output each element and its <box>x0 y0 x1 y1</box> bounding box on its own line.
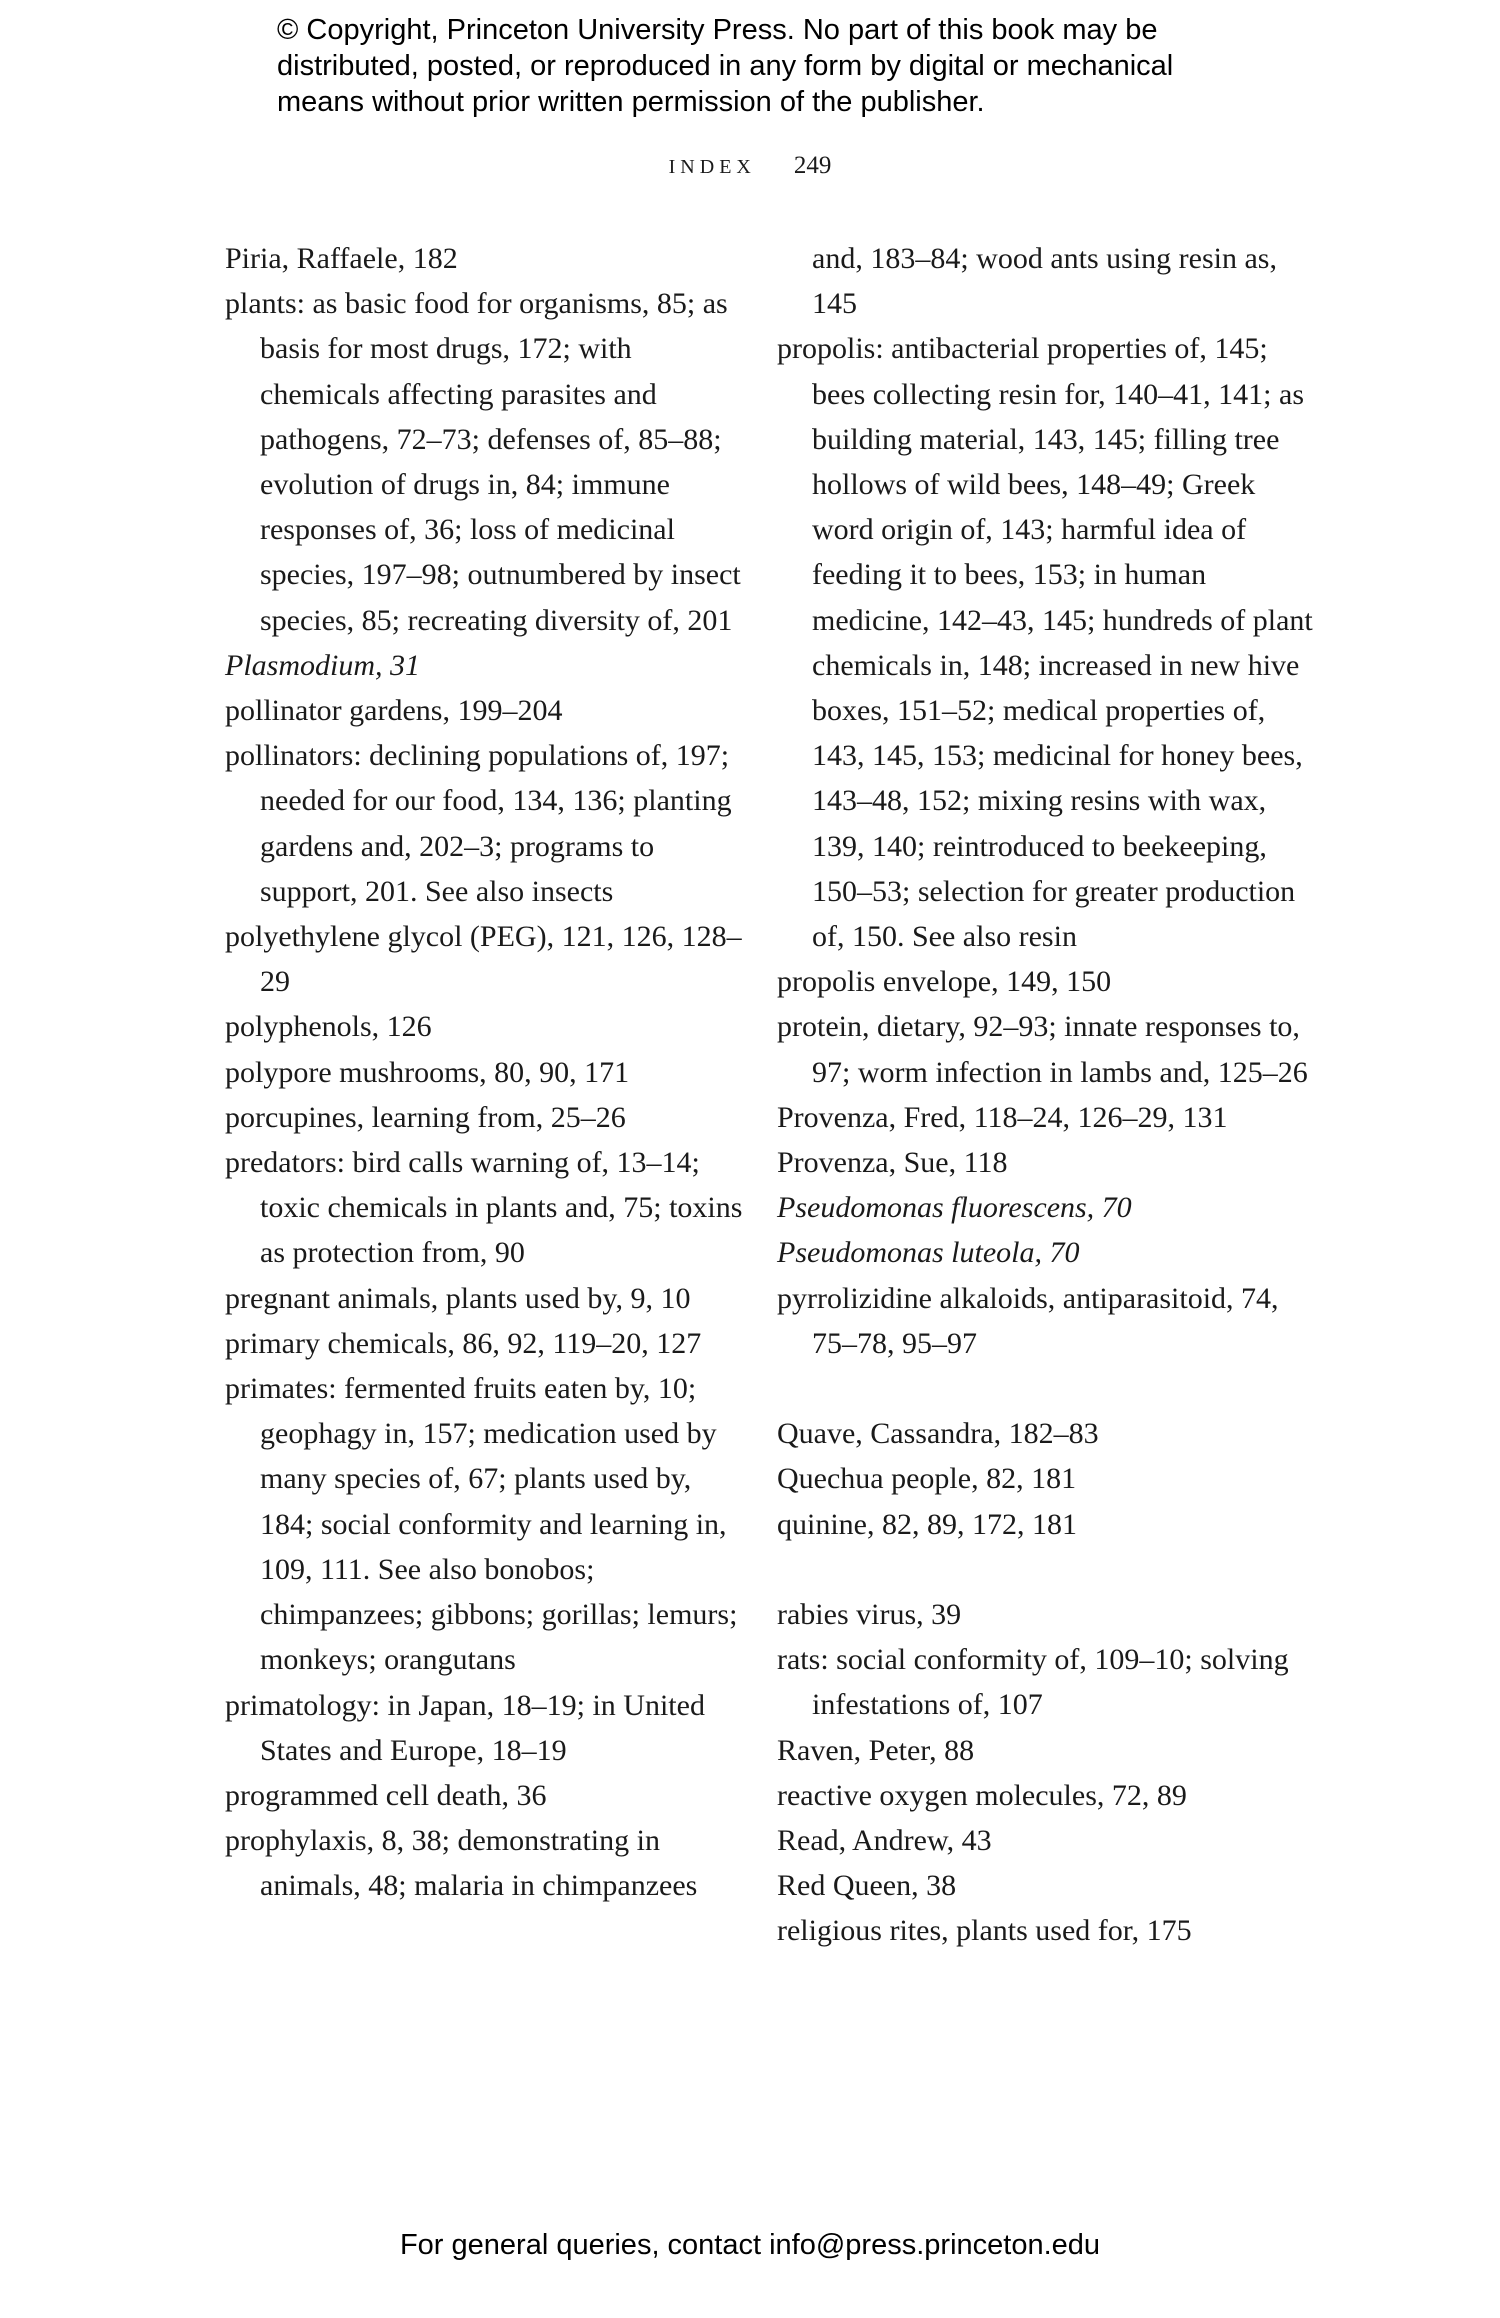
index-entry: protein, dietary, 92–93; innate responses to, 97; worm infection in lambs and, 125–26 <box>777 1010 1308 1089</box>
index-entry: prophylaxis, 8, 38; demonstrating in animals, 48; malaria in chimpanzees <box>225 1824 698 1903</box>
copyright-line: distributed, posted, or reproduced in any form by digital or mechanical <box>277 50 1174 82</box>
index-entry: Provenza, Sue, 118 <box>777 1146 1008 1180</box>
index-entry: rats: social conformity of, 109–10; solving infestations of, 107 <box>777 1643 1289 1722</box>
section-title: INDEX <box>668 156 756 178</box>
index-entry: Pseudomonas fluorescens, 70 <box>777 1191 1132 1225</box>
index-entry: pregnant animals, plants used by, 9, 10 <box>225 1281 691 1315</box>
index-entry: Red Queen, 38 <box>777 1869 957 1903</box>
copyright-line: means without prior written permission of the publisher. <box>277 86 985 118</box>
index-entry: Read, Andrew, 43 <box>777 1824 992 1858</box>
index-entry: primates: fermented fruits eaten by, 10; geophagy in, 157; medication used by many species of, 67; plants used by, 184; social conformity and learning in, 109, 111. See also bonobos; chimpanzees; gibbons; gorillas; lemurs; monkeys; orangutans <box>225 1372 738 1677</box>
copyright-line: © Copyright, Princeton University Press. No part of this book may be <box>277 14 1158 46</box>
index-entry: propolis envelope, 149, 150 <box>777 965 1112 999</box>
index-entry: propolis: antibacterial properties of, 145; bees collecting resin for, 140–41, 141; as building material, 143, 145; filling tree hollows of wild bees, 148–49; Greek word origin of, 143; harmful idea of feeding it to bees, 153; in human medicine, 142–43, 145; hundreds of plant chemicals in, 148; increased in new hive boxes, 151–52; medical properties of, 143, 145, 153; medicinal for honey bees, 143–48, 152; mixing resins with wax, 139, 140; reintroduced to beekeeping, 150–53; selection for greater production of, 150. See also resin <box>777 332 1313 954</box>
copyright-notice <box>277 12 1377 120</box>
index-entry: primary chemicals, 86, 92, 119–20, 127 <box>225 1326 702 1360</box>
index-entry: Piria, Raffaele, 182 <box>225 242 458 275</box>
index-entry: polyphenols, 126 <box>225 1010 432 1044</box>
index-entry: pollinator gardens, 199–204 <box>225 694 563 728</box>
index-entry: predators: bird calls warning of, 13–14; toxic chemicals in plants and, 75; toxins as protection from, 90 <box>225 1146 743 1270</box>
index-entry-continued: and, 183–84; wood ants using resin as, 145 <box>812 242 1277 321</box>
index-column-left <box>225 236 745 1909</box>
footer-contact: For general queries, contact info@press.princeton.edu <box>399 2229 1101 2261</box>
index-entry: quinine, 82, 89, 172, 181 <box>777 1507 1077 1541</box>
index-entry: Quechua people, 82, 181 <box>777 1462 1077 1496</box>
index-entry: pyrrolizidine alkaloids, antiparasitoid, 74, 75–78, 95–97 <box>777 1281 1279 1360</box>
index-entry: Pseudomonas luteola, 70 <box>777 1236 1080 1270</box>
index-entry: polyethylene glycol (PEG), 121, 126, 128–29 <box>225 920 742 999</box>
index-entry: Raven, Peter, 88 <box>777 1733 975 1767</box>
index-entry: porcupines, learning from, 25–26 <box>225 1100 626 1134</box>
index-entry: plants: as basic food for organisms, 85; as basis for most drugs, 172; with chemicals affecting parasites and pathogens, 72–73; defenses of, 85–88; evolution of drugs in, 84; immune responses of, 36; loss of medicinal species, 197–98; outnumbered by insect species, 85; recreating diversity of, 201 <box>225 287 741 637</box>
index-entry: primatology: in Japan, 18–19; in United States and Europe, 18–19 <box>225 1688 705 1767</box>
index-entry: reactive oxygen molecules, 72, 89 <box>777 1778 1187 1812</box>
index-entry: programmed cell death, 36 <box>225 1778 547 1812</box>
index-entry: rabies virus, 39 <box>777 1598 962 1632</box>
index-entry: pollinators: declining populations of, 197; needed for our food, 134, 136; planting gardens and, 202–3; programs to support, 201. See also insects <box>225 739 732 908</box>
index-entry: Plasmodium, 31 <box>225 648 420 682</box>
index-column-right <box>777 236 1317 1954</box>
index-entry: Provenza, Fred, 118–24, 126–29, 131 <box>777 1100 1228 1134</box>
index-entry: religious rites, plants used for, 175 <box>777 1914 1192 1948</box>
index-entry: Quave, Cassandra, 182–83 <box>777 1417 1099 1451</box>
index-entry: polypore mushrooms, 80, 90, 171 <box>225 1055 630 1089</box>
page-number: 249 <box>793 152 832 179</box>
running-head <box>0 152 1500 180</box>
